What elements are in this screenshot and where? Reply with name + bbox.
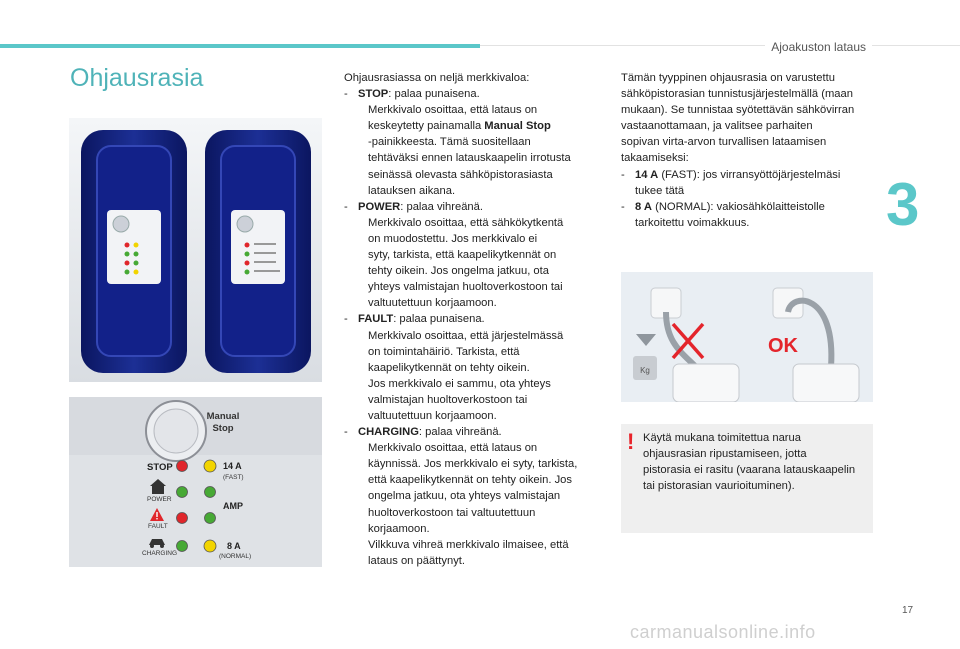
indicator-detail-line: kaapelikytkennät on tehty oikein. [368,361,530,374]
text-line: vastaanottamaan, ja valitsee parhaiten [621,120,813,133]
warning-icon: ! [627,429,635,454]
indicator-detail-line: on toimintahäiriö. Tarkista, että [368,345,520,358]
manual-stop-ref: Manual Stop [484,120,551,133]
indicator-item: - POWER: palaa vihreänä. [344,199,609,215]
indicator-detail-line: korjaamoon. [368,522,430,535]
current-value: 8 A [635,200,652,213]
stop-text: STOP [147,462,173,473]
8a-label: 8 A [227,541,241,551]
control-box-illustration [69,118,322,382]
indicator-name: STOP [358,88,389,101]
indicator-detail-line: Vilkkuva vihreä merkkivalo ilmaisee, että [368,538,569,551]
note-line: Käytä mukana toimitettua narua [643,432,801,444]
indicator-name: CHARGING [358,426,419,439]
ok-label: OK [768,335,798,357]
current-item: - 14 A (FAST): jos virransyöttöjärjestelmäsi [621,167,879,183]
fast-label: (FAST) [223,474,244,481]
manual-label: Manual [206,411,240,422]
power-led [177,487,188,498]
indicator-detail-line: huoltoverkostoon tai valtuutettuun [368,506,536,519]
fault-text: FAULT [148,523,168,530]
text-line: takaamiseksi: [621,152,689,165]
fast-led [204,460,216,472]
list-dash: - [344,200,348,213]
indicator-detail-line: keskeytetty painamalla Manual Stop [368,120,551,133]
socket-strain-illustration [621,272,873,402]
indicator-detail-line: valtuutettuun korjaamoon. [368,297,497,310]
indicator-detail-line: Merkkivalo osoittaa, että sähkökytkentä [368,216,564,229]
indicator-detail-line: että kaapelikytkennät on tehty oikein. Jos [368,474,572,487]
list-dash: - [621,200,625,213]
charging-led [177,541,188,552]
text-line: sähköpistorasian tunnistusjärjestelmällä (maan [621,88,853,101]
indicator-description [344,70,609,569]
list-dash: - [344,313,348,326]
control-box-photo [69,118,322,382]
indicator-detail-line: seinässä olevasta sähköpistorasiasta [368,168,553,181]
current-detail-line: tarkoitettu voimakkuus. [635,216,750,229]
section-header: Ajoakuston lataus [765,40,872,54]
control-box-right [205,130,311,373]
header-rule [480,45,960,46]
normal-led [204,540,216,552]
warning-note [621,424,873,533]
indicator-detail-line: syty, tarkista, että kaapelikytkennät on [368,249,557,262]
indicator-detail-line: -painikkeesta. Tämä suositellaan [368,136,531,149]
note-line: pistorasia ei rasitu (vaarana latauskaapelin [643,464,856,477]
list-dash: - [621,168,625,181]
current-value: 14 A [635,168,659,181]
detection-description [621,70,879,231]
current-list [621,167,879,231]
indicator-detail-line: käynnissä. Jos merkkivalo ei syty, tarkista, [368,458,578,471]
indicator-detail-line: Merkkivalo osoittaa, että lataus on [368,104,538,117]
control-box-left [81,130,187,373]
indicator-item: - FAULT: palaa punaisena. [344,311,609,327]
page-number: 17 [902,605,914,616]
indicator-list [344,86,609,569]
page-title: Ohjausrasia [70,64,204,92]
text-line: Tämän tyyppinen ohjausrasia on varustettu [621,72,835,84]
stop-led [177,461,188,472]
indicator-item: - STOP: palaa punaisena. [344,86,609,102]
indicator-detail-line: yhteys valmistajan huoltoverkostoon tai [368,281,563,294]
fault-led [177,513,188,524]
header-accent-bar [0,44,480,48]
current-item: - 8 A (NORMAL): vakiosähkölaitteistolle [621,199,879,215]
current-detail-line: tukee tätä [635,184,685,197]
indicator-detail-line: valmistajan huoltoverkostoon tai [368,393,528,406]
indicator-detail-line: valtuutettuun korjaamoon. [368,409,497,422]
indicator-detail-line: Merkkivalo osoittaa, että järjestelmässä [368,329,564,342]
power-text: POWER [147,496,172,503]
indicator-detail-line: ongelma jatkuu, ota yhteys valmistajan [368,490,561,503]
indicator-name: FAULT [358,313,394,326]
indicator-detail-line: lataus on päättynyt. [368,554,466,567]
control-panel-closeup [69,397,322,567]
indicator-detail-line: Jos merkkivalo ei sammu, ota yhteys [368,377,551,390]
indicator-name: POWER [358,200,401,213]
normal-label: (NORMAL) [219,553,252,560]
amp-label: AMP [223,501,243,511]
indicator-item: - CHARGING: palaa vihreänä. [344,424,609,440]
watermark-text: carmanualsonline.info [630,622,816,642]
note-line: ohjausrasian ripustamiseen, jotta [643,448,807,461]
indicator-detail-line: Merkkivalo osoittaa, että lataus on [368,442,538,455]
list-dash: - [344,88,348,101]
stop-label: Stop [212,423,234,434]
weight-label: Kg [640,366,650,375]
14a-label: 14 A [223,461,242,471]
detection-text [621,70,879,167]
text-line: mukaan). Se tunnistaa syötettävän sähkövirran [621,104,855,117]
warning-text [643,430,869,494]
note-line: tai pistorasian vaurioituminen). [643,480,795,493]
intro-text: Ohjausrasiassa on neljä merkkivaloa: [344,72,530,84]
indicator-detail-line: tehtäväksi ennen latauskaapelin irrotusta [368,152,571,165]
indicator-detail-line: tehty oikein. Jos ongelma jatkuu, ota [368,265,549,278]
list-dash: - [344,426,348,439]
text-line: sopivan virta-arvon turvallisen lataamisen [621,136,827,149]
indicator-detail-line: latauksen aikana. [368,184,456,197]
indicator-detail-line: on muodostettu. Jos merkkivalo ei [368,232,538,245]
socket-drawing [621,272,873,402]
panel-illustration [69,397,322,567]
chapter-number: 3 [886,171,920,238]
charging-text: CHARGING [142,550,178,557]
